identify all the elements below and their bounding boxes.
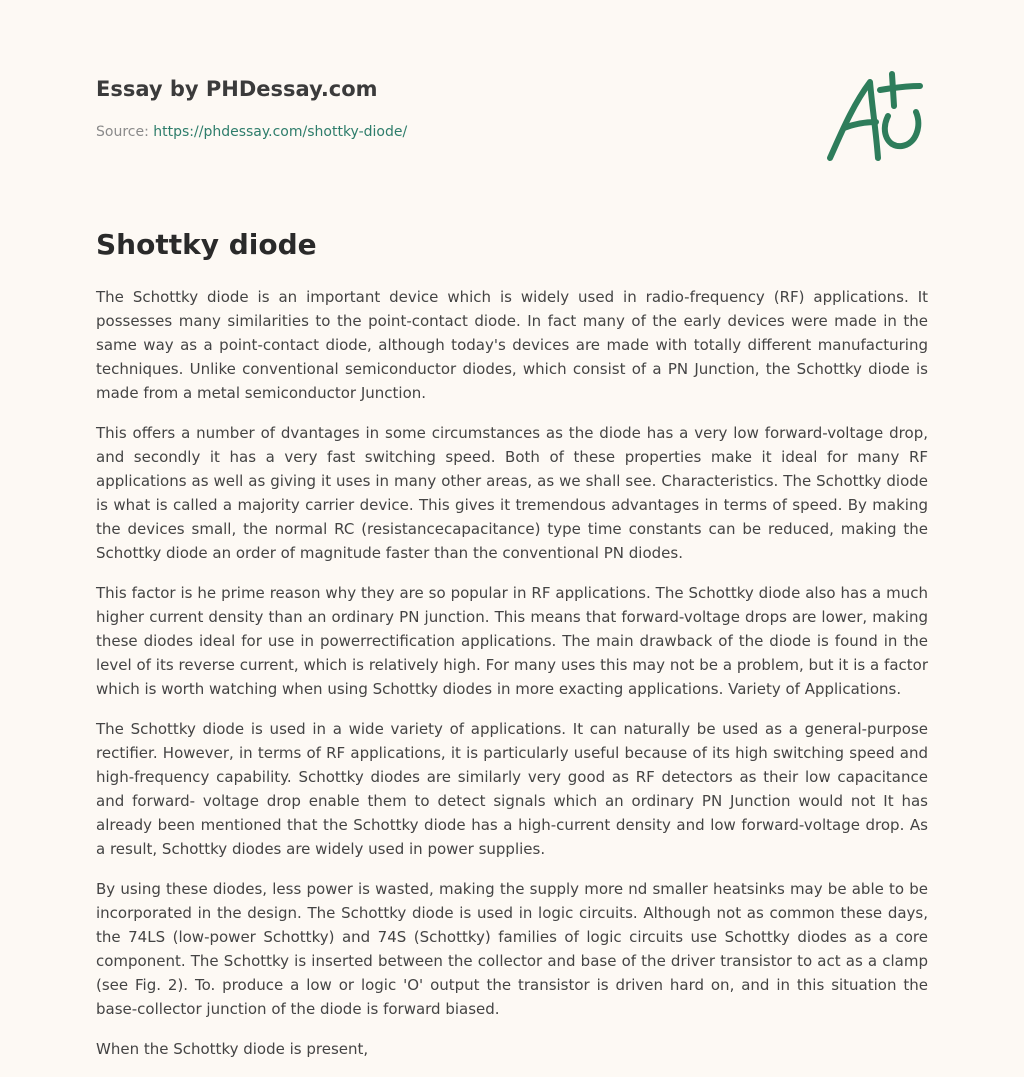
essay-paragraph: The Schottky diode is used in a wide variety of applications. It can naturally be used as a general-purpose rectifier. However, in terms of RF applications, it is particularly useful because of its high switching speed and high-frequency capability. Schottky diodes are similarly very good as RF detectors as their low capacitance and forward- voltage drop enable them to detect signals which an ordinary PN Junction would not It has already been mentioned that the Schottky diode has a high-current density and low forward-voltage drop. As a result, Schottky diodes are widely used in power supplies.: [96, 720, 928, 858]
essay-paragraph: By using these diodes, less power is wasted, making the supply more nd smaller heatsinks may be able to be incorporated in the design. The Schottky diode is used in logic circuits. Although not as common these days, the 74LS (low-power Schottky) and 74S (Schottky) families of logic circuits use Schottky diodes as a core component. The Schottky is inserted between the collector and base of the driver transistor to act as a clamp (see Fig. 2). To. produce a low or logic 'O' output the transistor is driven hard on, and in this situation the base-collector junction of the diode is forward biased.: [96, 880, 928, 1018]
a-plus-logo-svg: [822, 66, 932, 166]
essay-paragraph: This factor is he prime reason why they are so popular in RF applications. The Schottky diode also has a much higher current density than an ordinary PN junction. This means that forward-voltage drops are lower, making these diodes ideal for use in powerrectification applications. The main drawback of the diode is found in the level of its reverse current, which is relatively high. For many uses this may not be a problem, but it is a factor which is worth watching when using Schottky diodes in more exacting applications. Variety of Applications.: [96, 584, 928, 698]
essay-header: [96, 74, 928, 142]
essay-paragraph: The Schottky diode is an important device which is widely used in radio-frequency (RF) applications. It possesses many similarities to the point-contact diode. In fact many of the early devices were made in the same way as a point-contact diode, although today's devices are made with totally different manufacturing techniques. Unlike conventional semiconductor diodes, which consist of a PN Junction, the Schottky diode is made from a metal semiconductor Junction.: [96, 288, 928, 402]
essay-paragraph: When the Schottky diode is present,: [96, 1040, 369, 1058]
source-label: Source:: [96, 124, 154, 140]
essay-paragraph: This offers a number of dvantages in some circumstances as the diode has a very low forward-voltage drop, and secondly it has a very fast switching speed. Both of these properties make it ideal for many RF applications as well as giving it uses in many other areas, as we shall see. Characteristics. The Schottky diode is what is called a majority carrier device. This gives it tremendous advantages in terms of speed. By making the devices small, the normal RC (resistancecapacitance) type time constants can be reduced, making the Schottky diode an order of magnitude faster than the conventional PN diodes.: [96, 424, 928, 562]
article-title: Shottky diode: [96, 228, 317, 261]
a-plus-logo-icon: [822, 66, 932, 166]
source-line: [96, 122, 928, 142]
site-title: Essay by PHDessay.com: [96, 77, 378, 101]
source-link[interactable]: https://phdessay.com/shottky-diode/: [153, 124, 408, 140]
essay-body: [96, 285, 928, 1077]
